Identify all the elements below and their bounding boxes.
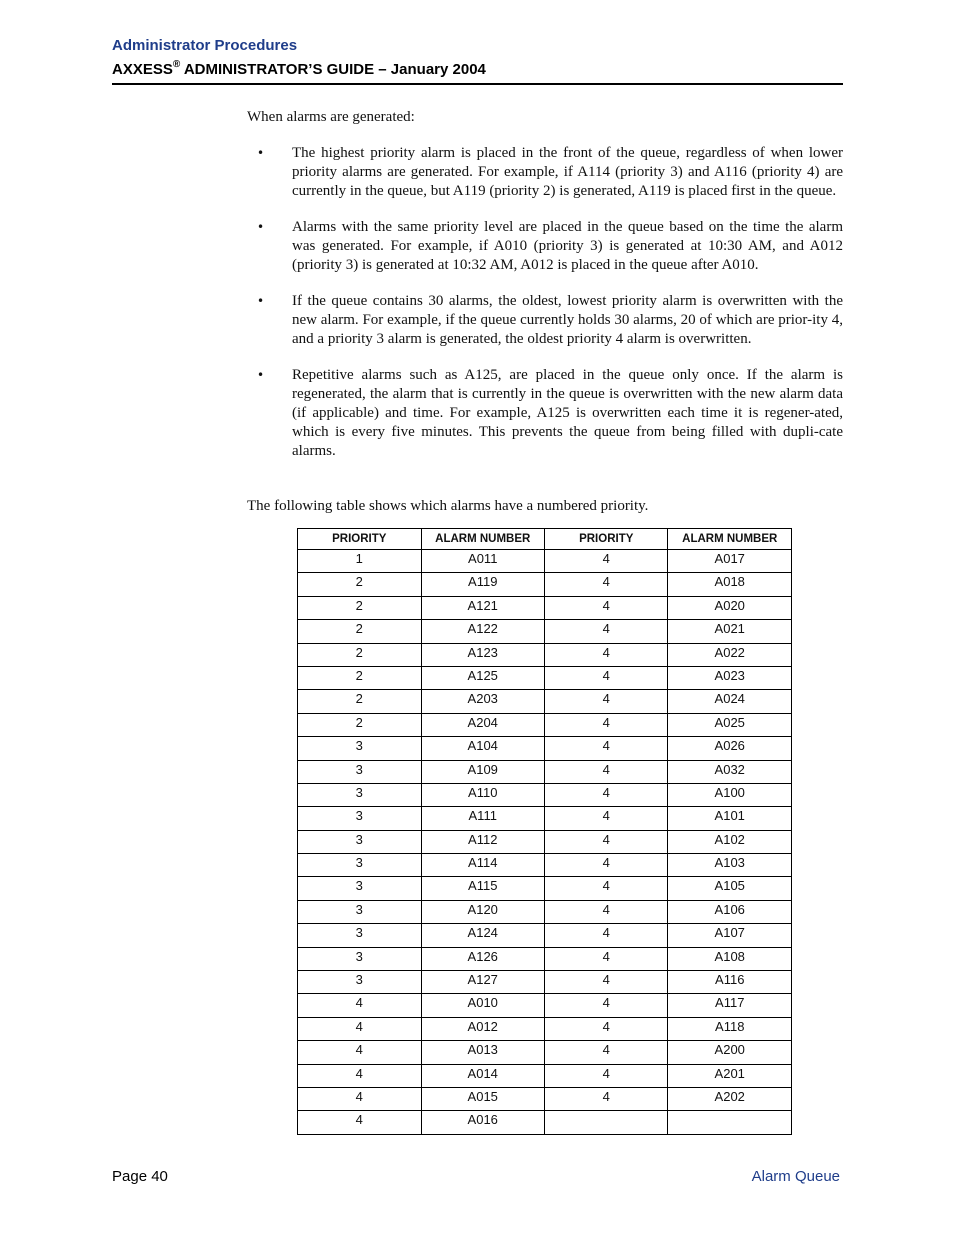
priority-cell: 4 — [544, 783, 668, 806]
column-header-alarm-number: ALARM NUMBER — [421, 529, 544, 550]
table-row — [298, 1041, 792, 1064]
alarm-number-cell: A127 — [421, 971, 544, 994]
priority-cell: 4 — [298, 1041, 422, 1064]
priority-cell: 4 — [544, 760, 668, 783]
table-row — [298, 947, 792, 970]
alarm-number-cell: A100 — [668, 783, 792, 806]
alarm-number-cell: A024 — [668, 690, 792, 713]
priority-cell: 3 — [298, 924, 422, 947]
alarm-number-cell: A126 — [421, 947, 544, 970]
alarm-number-cell: A010 — [421, 994, 544, 1017]
bullet-icon: • — [257, 220, 265, 234]
table-row — [298, 994, 792, 1017]
table-row — [298, 1087, 792, 1110]
alarm-number-cell: A103 — [668, 854, 792, 877]
priority-cell: 4 — [544, 737, 668, 760]
priority-cell — [544, 1111, 668, 1134]
alarm-number-cell: A123 — [421, 643, 544, 666]
table-row — [298, 830, 792, 853]
priority-cell: 2 — [298, 643, 422, 666]
alarm-number-cell: A023 — [668, 666, 792, 689]
priority-cell: 4 — [298, 1087, 422, 1110]
bullet-icon: • — [257, 146, 265, 160]
priority-cell: 4 — [544, 596, 668, 619]
priority-cell: 4 — [544, 807, 668, 830]
alarm-number-cell: A014 — [421, 1064, 544, 1087]
priority-cell: 4 — [544, 713, 668, 736]
alarm-priority-table — [297, 528, 792, 1135]
alarm-number-cell: A118 — [668, 1017, 792, 1040]
footer-section-name: Alarm Queue — [751, 1168, 840, 1185]
priority-cell: 4 — [544, 1064, 668, 1087]
header-rule — [112, 83, 843, 85]
alarm-number-cell: A200 — [668, 1041, 792, 1064]
bullet-text: If the queue contains 30 alarms, the oldest, lowest priority alarm is overwritten with the new alarm. For example, if the queue currently holds 30 alarms, 20 of which are prior-ity 4, and a priority 3 alarm is generated, the oldest priority 4 alarm is overwritten. — [292, 293, 843, 347]
priority-cell: 4 — [544, 690, 668, 713]
alarm-number-cell: A022 — [668, 643, 792, 666]
header-guide-title — [112, 60, 486, 78]
alarm-number-cell: A021 — [668, 620, 792, 643]
priority-cell: 3 — [298, 877, 422, 900]
table-row — [298, 596, 792, 619]
priority-cell: 3 — [298, 737, 422, 760]
priority-cell: 2 — [298, 596, 422, 619]
priority-cell: 4 — [298, 1017, 422, 1040]
priority-cell: 2 — [298, 573, 422, 596]
bullet-item — [247, 292, 843, 349]
priority-cell: 3 — [298, 783, 422, 806]
alarm-number-cell: A112 — [421, 830, 544, 853]
alarm-number-cell — [668, 1111, 792, 1134]
alarm-number-cell: A119 — [421, 573, 544, 596]
table-row — [298, 690, 792, 713]
alarm-number-cell: A120 — [421, 900, 544, 923]
alarm-number-cell: A203 — [421, 690, 544, 713]
priority-cell: 4 — [544, 643, 668, 666]
table-row — [298, 854, 792, 877]
alarm-number-cell: A125 — [421, 666, 544, 689]
alarm-number-cell: A117 — [668, 994, 792, 1017]
table-row — [298, 783, 792, 806]
alarm-number-cell: A116 — [668, 971, 792, 994]
priority-cell: 3 — [298, 830, 422, 853]
priority-cell: 4 — [544, 947, 668, 970]
product-name: AXXESS — [112, 61, 173, 78]
alarm-number-cell: A018 — [668, 573, 792, 596]
registered-mark: ® — [172, 59, 181, 70]
table-row — [298, 713, 792, 736]
table-row — [298, 737, 792, 760]
alarm-number-cell: A122 — [421, 620, 544, 643]
table-row — [298, 666, 792, 689]
priority-cell: 1 — [298, 550, 422, 573]
alarm-number-cell: A032 — [668, 760, 792, 783]
alarm-number-cell: A011 — [421, 550, 544, 573]
alarm-number-cell: A015 — [421, 1087, 544, 1110]
table-row — [298, 1111, 792, 1134]
guide-date: January 2004 — [386, 61, 486, 78]
table-row — [298, 807, 792, 830]
alarm-number-cell: A025 — [668, 713, 792, 736]
priority-cell: 4 — [544, 666, 668, 689]
table-row — [298, 1017, 792, 1040]
alarm-number-cell: A204 — [421, 713, 544, 736]
alarm-number-cell: A109 — [421, 760, 544, 783]
alarm-number-cell: A115 — [421, 877, 544, 900]
priority-cell: 4 — [544, 573, 668, 596]
priority-cell: 4 — [544, 971, 668, 994]
priority-cell: 4 — [298, 1064, 422, 1087]
priority-cell: 2 — [298, 690, 422, 713]
alarm-number-cell: A020 — [668, 596, 792, 619]
priority-cell: 4 — [544, 1041, 668, 1064]
alarm-number-cell: A102 — [668, 830, 792, 853]
bullet-item — [247, 366, 843, 461]
priority-cell: 4 — [544, 924, 668, 947]
bullet-text: The highest priority alarm is placed in the front of the queue, regardless of when lower priority alarms are generated. For example, if A114 (priority 3) and A116 (priority 4) are currently in the queue, but A119 (priority 2) is generated, A119 is placed first in the queue. — [292, 145, 843, 199]
intro-paragraph: When alarms are generated: — [247, 109, 415, 125]
priority-cell: 3 — [298, 807, 422, 830]
alarm-number-cell: A202 — [668, 1087, 792, 1110]
table-row — [298, 573, 792, 596]
guide-name: ADMINISTRATOR’S GUIDE — [180, 61, 379, 78]
priority-cell: 3 — [298, 947, 422, 970]
table-body — [298, 550, 792, 1135]
alarm-number-cell: A201 — [668, 1064, 792, 1087]
priority-cell: 4 — [544, 550, 668, 573]
bullet-icon: • — [257, 294, 265, 308]
priority-cell: 4 — [544, 1087, 668, 1110]
priority-cell: 4 — [298, 994, 422, 1017]
alarm-number-cell: A114 — [421, 854, 544, 877]
alarm-number-cell: A012 — [421, 1017, 544, 1040]
bullet-item — [247, 218, 843, 275]
title-dash: – — [378, 61, 387, 78]
alarm-number-cell: A105 — [668, 877, 792, 900]
priority-cell: 2 — [298, 713, 422, 736]
table-row — [298, 760, 792, 783]
priority-cell: 3 — [298, 971, 422, 994]
priority-cell: 4 — [544, 830, 668, 853]
priority-cell: 4 — [544, 994, 668, 1017]
table-row — [298, 924, 792, 947]
alarm-number-cell: A101 — [668, 807, 792, 830]
priority-cell: 4 — [544, 1017, 668, 1040]
priority-cell: 3 — [298, 760, 422, 783]
footer-page-number: Page 40 — [112, 1168, 168, 1185]
table-row — [298, 971, 792, 994]
table-row — [298, 1064, 792, 1087]
priority-cell: 2 — [298, 620, 422, 643]
priority-cell: 4 — [298, 1111, 422, 1134]
table-row — [298, 643, 792, 666]
alarm-number-cell: A107 — [668, 924, 792, 947]
table-row — [298, 550, 792, 573]
bullet-item — [247, 144, 843, 201]
column-header-alarm-number: ALARM NUMBER — [668, 529, 792, 550]
priority-cell: 4 — [544, 620, 668, 643]
alarm-number-cell: A121 — [421, 596, 544, 619]
priority-cell: 3 — [298, 900, 422, 923]
table-lead-paragraph: The following table shows which alarms have a numbered priority. — [247, 498, 649, 514]
alarm-number-cell: A016 — [421, 1111, 544, 1134]
priority-cell: 3 — [298, 854, 422, 877]
header-section-title: Administrator Procedures — [112, 37, 298, 54]
column-header-priority: PRIORITY — [544, 529, 668, 550]
alarm-number-cell: A106 — [668, 900, 792, 923]
bullet-text: Repetitive alarms such as A125, are placed in the queue only once. If the alarm is regenerated, the alarm that is currently in the queue is overwritten with the new alarm data (if applicable) and time. For example, A125 is overwritten each time it is regener-ated, which is every five minutes. This prevents the queue from being filled with dupli-cate alarms. — [292, 367, 843, 459]
bullet-icon: • — [257, 368, 265, 382]
priority-cell: 4 — [544, 900, 668, 923]
table-header-row — [298, 529, 792, 550]
alarm-number-cell: A026 — [668, 737, 792, 760]
alarm-number-cell: A111 — [421, 807, 544, 830]
priority-cell: 2 — [298, 666, 422, 689]
alarm-number-cell: A110 — [421, 783, 544, 806]
alarm-number-cell: A013 — [421, 1041, 544, 1064]
priority-cell: 4 — [544, 877, 668, 900]
table-row — [298, 620, 792, 643]
priority-cell: 4 — [544, 854, 668, 877]
alarm-number-cell: A104 — [421, 737, 544, 760]
bullet-text: Alarms with the same priority level are placed in the queue based on the time the alarm was generated. For example, if A010 (priority 3) is generated at 10:30 AM, and A012 (priority 3) is generated at 10:32 AM, A012 is placed in the queue after A010. — [292, 219, 843, 273]
table-row — [298, 900, 792, 923]
table-row — [298, 877, 792, 900]
alarm-number-cell: A017 — [668, 550, 792, 573]
alarm-number-cell: A124 — [421, 924, 544, 947]
bullet-list — [247, 144, 843, 478]
alarm-number-cell: A108 — [668, 947, 792, 970]
column-header-priority: PRIORITY — [298, 529, 422, 550]
